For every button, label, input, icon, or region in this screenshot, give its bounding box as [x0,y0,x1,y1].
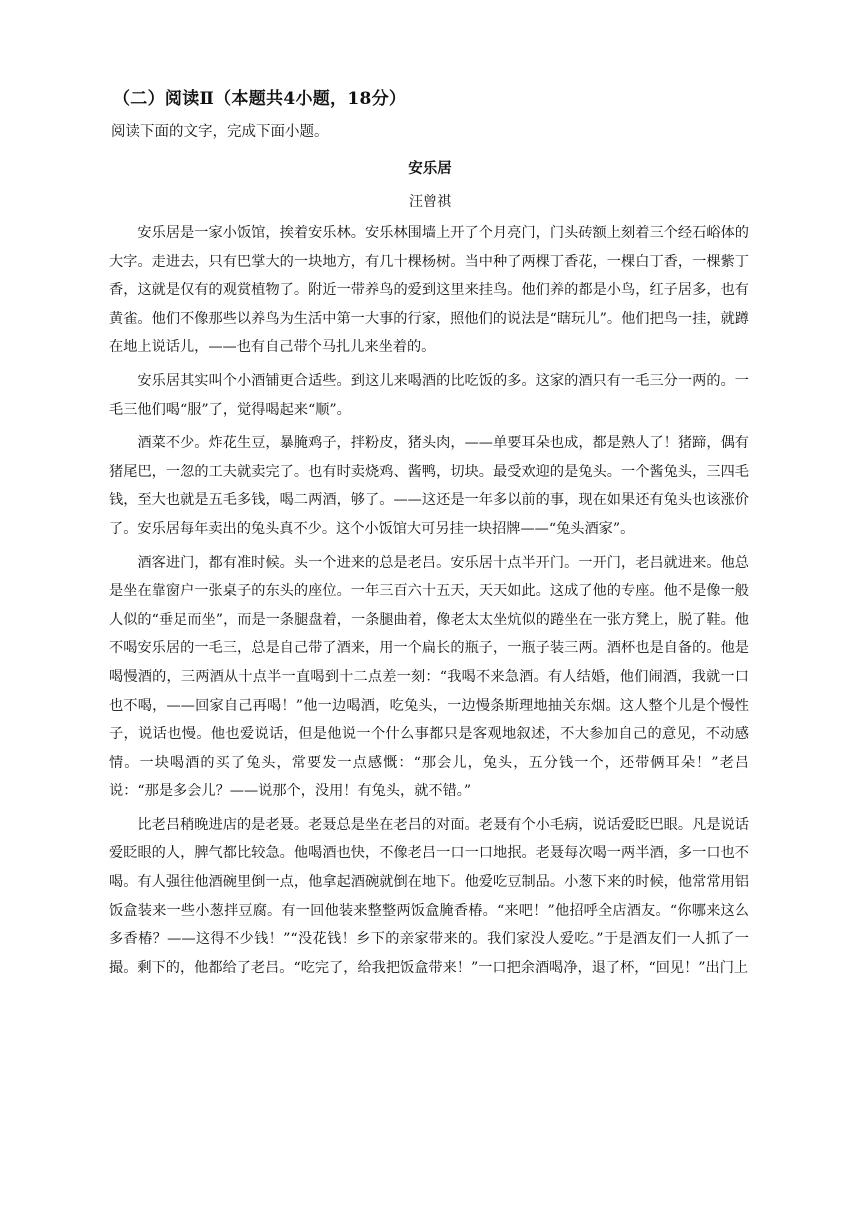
paragraph: 比老吕稍晚进店的是老聂。老聂总是坐在老吕的对面。老聂有个小毛病，说话爱眨巴眼。凡是说话爱眨眼的人，脾气都比较急。他喝酒也快，不像老吕一口一口地抿。老聂每次喝一两半酒，多一口也不喝。有人强往他酒碗里倒一点，他拿起酒碗就倒在地下。他爱吃豆制品。小葱下来的时候，他常常用铝饭盒装来一些小葱拌豆腐。有一回他装来整整两饭盒腌香椿。“来吧！”他招呼全店酒友。“你哪来这么多香椿？——这得不少钱！”“没花钱！乡下的亲家带来的。我们家没人爱吃。”于是酒友们一人抓了一撮。剩下的，他都给了老吕。“吃完了，给我把饭盒带来！”一口把余酒喝净，退了杯，“回见！”出门上 [109,816,749,976]
paragraph: 酒客进门，都有准时候。头一个进来的总是老吕。安乐居十点半开门。一开门，老吕就进来。他总是坐在靠窗户一张桌子的东头的座位。一年三百六十五天，天天如此。这成了他的专座。他不是像一般人似的“垂足而坐”，而是一条腿盘着，一条腿曲着，像老太太坐炕似的踡坐在一张方凳上，脱了鞋。他不喝安乐居的一毛三，总是自己带了酒来，用一个扁长的瓶子，一瓶子装三两。酒杯也是自备的。他是喝慢酒的，三两酒从十点半一直喝到十二点差一刻：“我喝不来急酒。有人结婚，他们闹酒，我就一口也不喝，——回家自己再喝！”他一边喝酒，吃兔头，一边慢条斯理地抽关东烟。这人整个儿是个慢性子，说话也慢。他也爱说话，但是他说一个什么事都只是客观地叙述，不大参加自己的意见，不动感情。一块喝酒的买了兔头，常要发一点感慨：“那会儿，兔头，五分钱一个，还带俩耳朵！”老吕说：“那是多会儿？——说那个，没用！有兔头，就不错。” [109,554,749,800]
article-body [109,219,749,987]
paragraph: 安乐居其实叫个小酒铺更合适些。到这儿来喝酒的比吃饭的多。这家的酒只有一毛三分一两的。一毛三他们喝“服”了，觉得喝起来“顺”。 [109,372,749,418]
reading-instruction: 阅读下面的文字，完成下面小题。 [111,124,329,140]
section-heading: （二）阅读Ⅱ（本题共4小题，18分） [113,89,407,109]
article-title: 安乐居 [408,160,452,177]
paragraph: 酒菜不少。炸花生豆，暴腌鸡子，拌粉皮，猪头肉，——单要耳朵也成，都是熟人了！猪蹄，偶有猪尾巴，一忽的工夫就卖完了。也有时卖烧鸡、酱鸭，切块。最受欢迎的是兔头。一个酱兔头，三四毛钱，至大也就是五毛多钱，喝二两酒，够了。——这还是一年多以前的事，现在如果还有兔头也该涨价了。安乐居每年卖出的兔头真不少。这个小饭馆大可另挂一块招牌——“兔头酒家”。 [109,435,749,537]
article-author: 汪曾祺 [409,194,451,210]
paragraph: 安乐居是一家小饭馆，挨着安乐林。安乐林围墙上开了个月亮门，门头砖额上刻着三个经石峪体的大字。走进去，只有巴掌大的一块地方，有几十棵杨树。当中种了两棵丁香花，一棵白丁香，一棵紫丁香，这就是仅有的观赏植物了。附近一带养鸟的爱到这里来挂鸟。他们养的都是小鸟，红子居多，也有黄雀。他们不像那些以养鸟为生活中第一大事的行家，照他们的说法是“瞎玩儿”。他们把鸟一挂，就蹲在地上说话儿，——也有自己带个马扎儿来坐着的。 [109,225,749,356]
